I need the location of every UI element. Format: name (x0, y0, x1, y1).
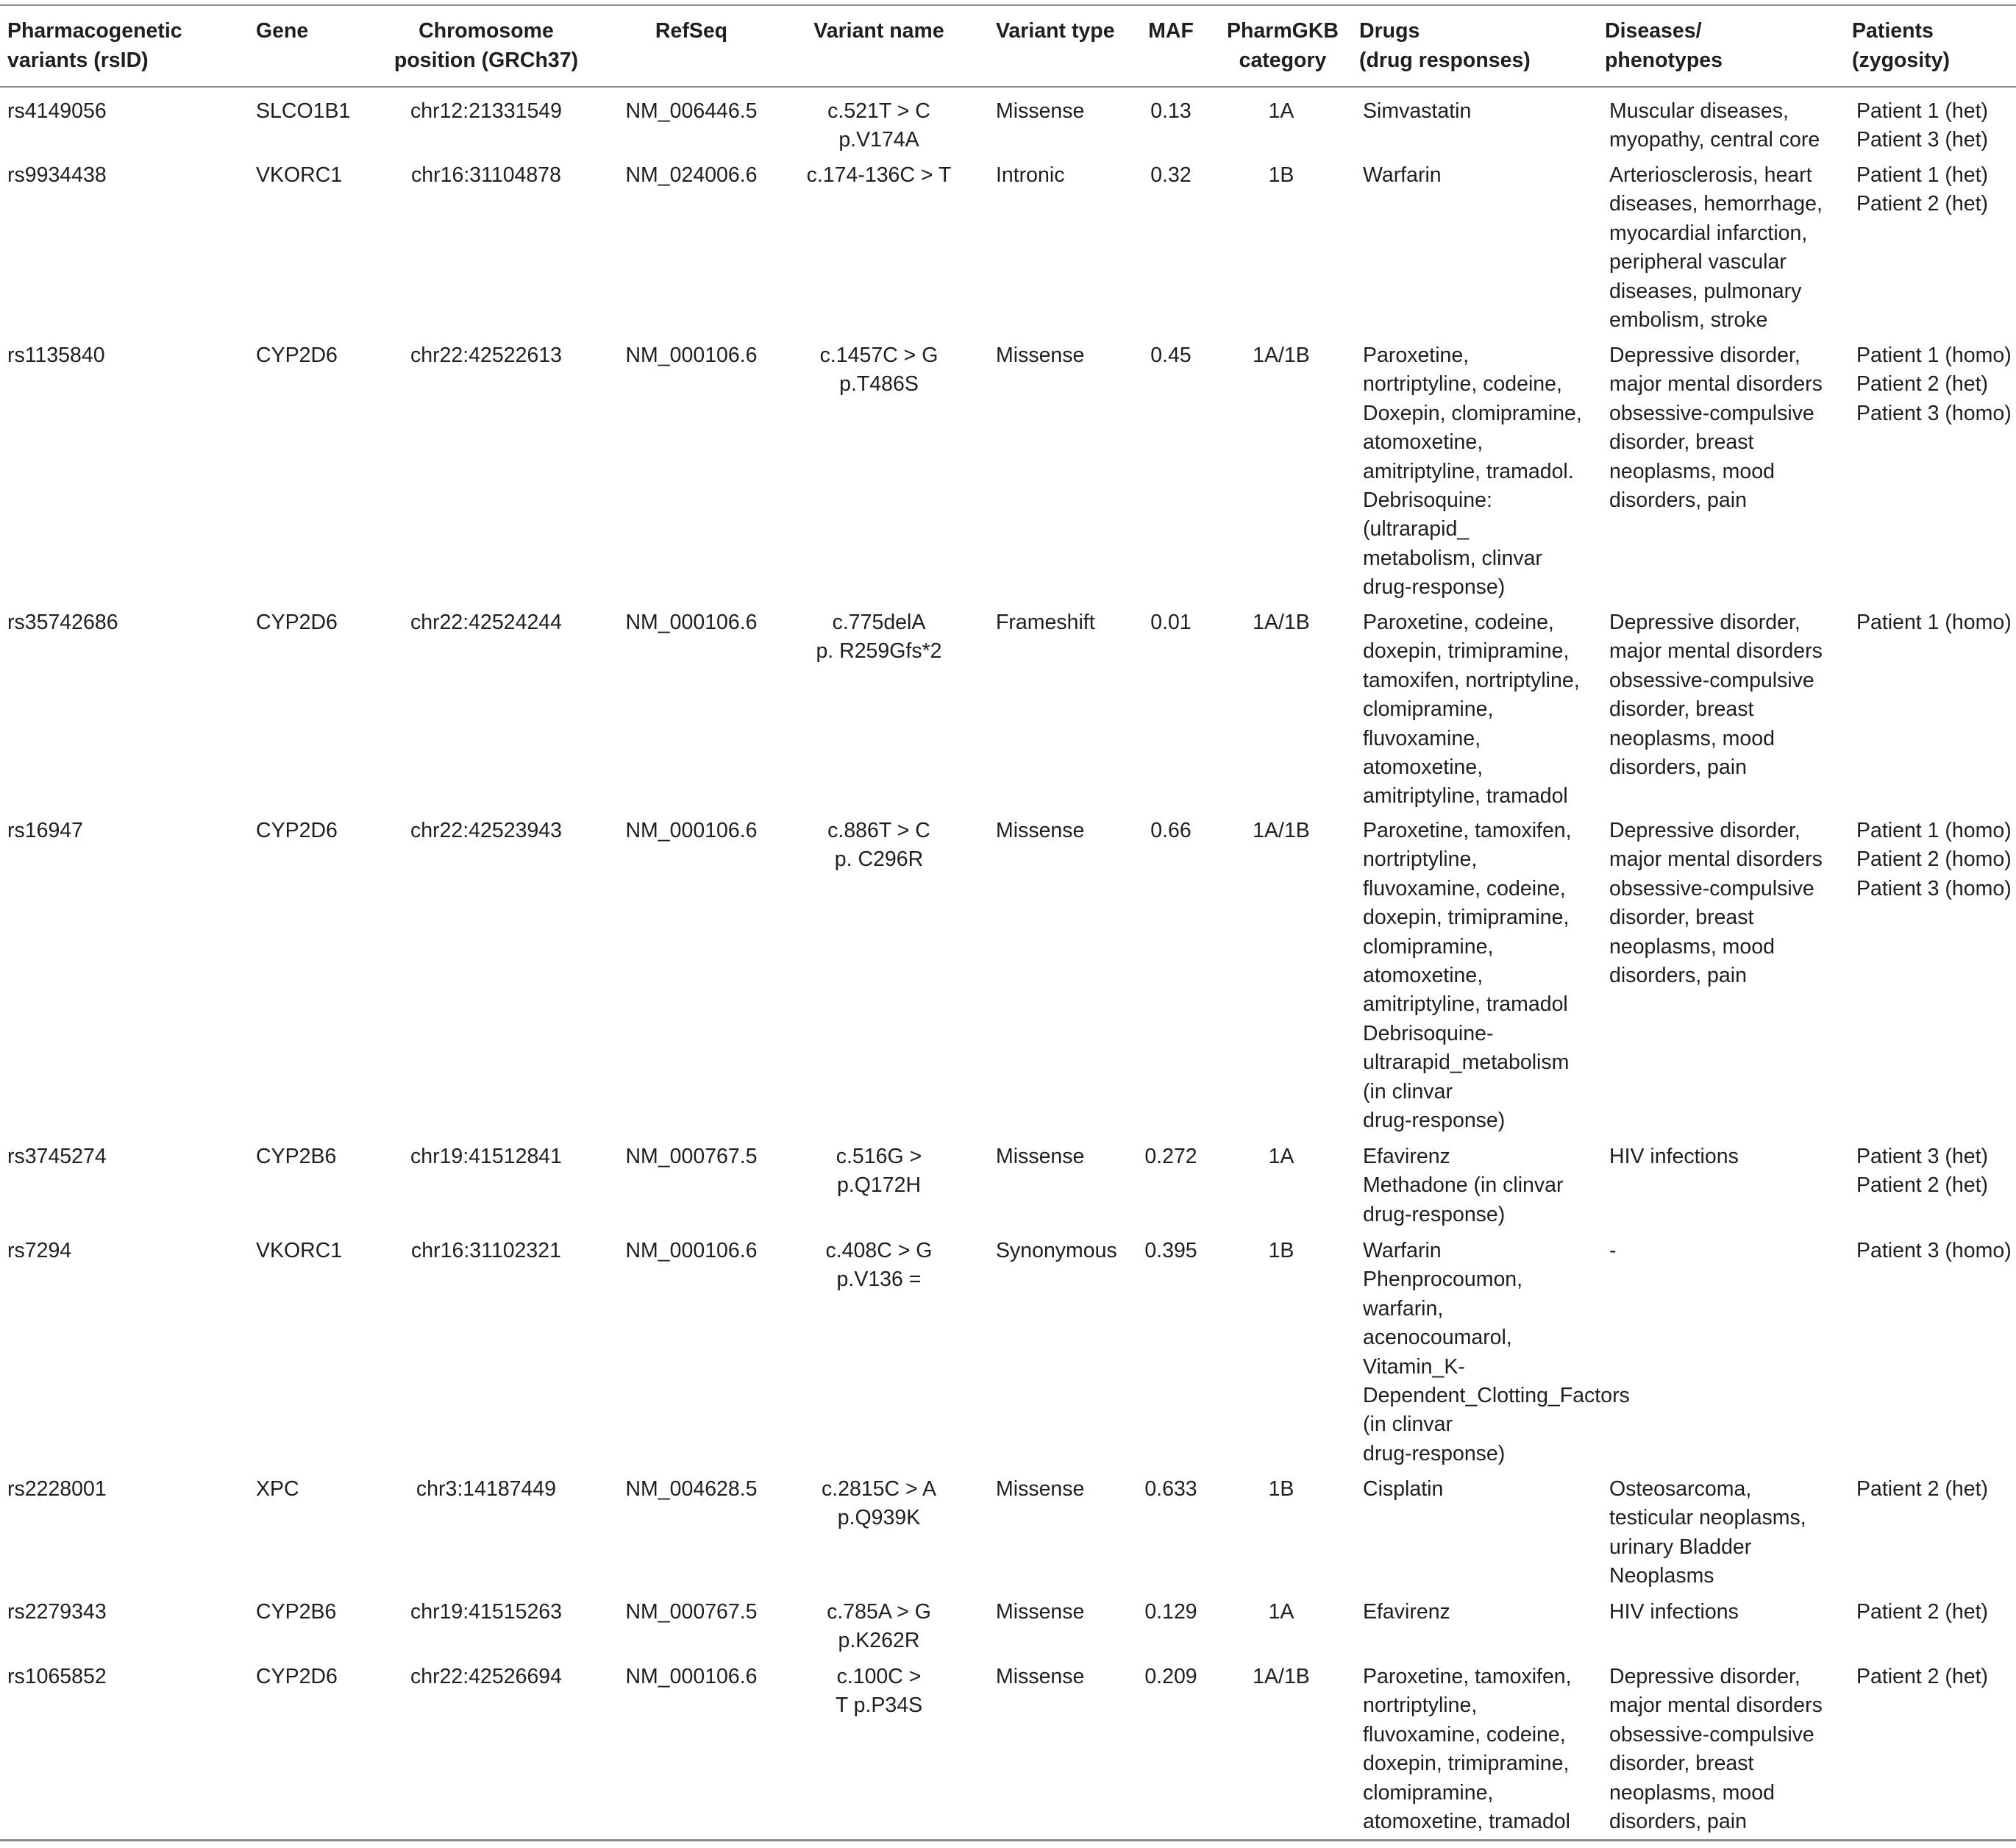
column-header-diseases: phenotypes (1605, 49, 1723, 72)
table-cell-diseases: obsessive-compulsive (1609, 668, 1814, 692)
table-cell-maf: 0.66 (1150, 819, 1192, 842)
table-cell-variant-name: p. C296R (834, 847, 924, 872)
table-cell-diseases: disorders, pain (1609, 964, 1747, 987)
table-cell-drugs: (in clinvar (1363, 1079, 1453, 1104)
table-cell-gene: CYP2D6 (256, 819, 338, 842)
table-cell-diseases: major mental disorders (1609, 847, 1823, 872)
table-cell-variant-name: p.Q172H (836, 1173, 922, 1198)
table-cell-diseases: disorders, pain (1609, 1810, 1747, 1833)
table-cell-diseases: Depressive disorder, (1609, 1665, 1800, 1688)
column-header-drugs: (drug responses) (1359, 49, 1531, 72)
table-cell-patients: Patient 1 (het) (1856, 99, 1989, 123)
table-cell-chromosome-position: chr22:42524244 (410, 611, 562, 634)
column-header-chromosome-position: Chromosome (418, 19, 554, 43)
table-cell-chromosome-position: chr22:42526694 (410, 1665, 562, 1688)
table-cell-diseases: disorder, breast (1609, 1752, 1754, 1776)
table-cell-refseq: NM_004628.5 (625, 1477, 758, 1501)
table-cell-drugs: Debrisoquine: (1363, 488, 1492, 512)
table-cell-variant-name: T p.P34S (835, 1694, 923, 1718)
table-cell-pharmgkb-category: 1A/1B (1253, 344, 1310, 367)
table-cell-drugs: fluvoxamine, (1363, 726, 1481, 750)
table-cell-drugs: drug-response) (1363, 575, 1506, 600)
table-cell-patients: Patient 2 (het) (1856, 372, 1989, 397)
table-cell-drugs: Paroxetine, (1363, 344, 1470, 367)
table-cell-variant-name: c.775delA (832, 611, 926, 634)
table-cell-rsid: rs16947 (7, 819, 83, 842)
table-cell-maf: 0.45 (1150, 344, 1192, 367)
table-cell-patients: Patient 2 (het) (1856, 1665, 1989, 1688)
table-cell-variant-type: Missense (996, 1145, 1085, 1168)
table-cell-drugs: clomipramine, (1363, 1780, 1494, 1805)
column-header-diseases: Diseases/ (1605, 19, 1702, 43)
table-cell-drugs: atomoxetine, (1363, 430, 1483, 455)
table-cell-drugs: drug-response) (1363, 1441, 1506, 1465)
table-cell-chromosome-position: chr3:14187449 (416, 1477, 557, 1501)
table-cell-rsid: rs4149056 (7, 99, 107, 123)
table-cell-chromosome-position: chr19:41515263 (410, 1600, 562, 1624)
table-cell-variant-type: Missense (996, 819, 1085, 842)
table-cell-refseq: NM_000106.6 (625, 611, 758, 634)
table-cell-chromosome-position: chr12:21331549 (410, 99, 562, 123)
column-header-patients: (zygosity) (1852, 49, 1951, 72)
table-cell-drugs: Efavirenz (1363, 1600, 1450, 1624)
table-cell-variant-name: c.1457C > G (819, 344, 938, 367)
table-cell-variant-name: c.408C > G (825, 1239, 933, 1262)
table-cell-drugs: ultrarapid_metabolism (1363, 1051, 1570, 1075)
table-cell-variant-type: Frameshift (996, 611, 1095, 634)
table-cell-diseases: obsessive-compulsive (1609, 1722, 1814, 1746)
table-cell-drugs: Efavirenz (1363, 1145, 1450, 1168)
table-cell-drugs: Warfarin (1363, 163, 1442, 187)
table-cell-diseases: disorders, pain (1609, 756, 1747, 779)
table-cell-diseases: peripheral vascular (1609, 250, 1787, 274)
table-cell-diseases: disorders, pain (1609, 488, 1747, 512)
table-cell-patients: Patient 3 (homo) (1856, 876, 2012, 900)
table-cell-rsid: rs1065852 (7, 1665, 107, 1688)
table-cell-pharmgkb-category: 1A (1268, 1600, 1294, 1624)
table-cell-pharmgkb-category: 1B (1268, 163, 1294, 187)
table-cell-variant-name: p.K262R (838, 1629, 920, 1653)
table-cell-diseases: obsessive-compulsive (1609, 401, 1814, 425)
table-cell-drugs: clomipramine, (1363, 934, 1494, 959)
table-cell-variant-name: p.T486S (839, 372, 919, 397)
table-cell-rsid: rs7294 (7, 1239, 72, 1262)
table-cell-drugs: Phenprocoumon, (1363, 1268, 1523, 1292)
table-cell-patients: Patient 2 (homo) (1856, 847, 2012, 872)
table-cell-diseases: urinary Bladder (1609, 1535, 1752, 1559)
column-header-patients: Patients (1852, 19, 1934, 43)
table-cell-drugs: Paroxetine, tamoxifen, (1363, 819, 1572, 842)
table-cell-diseases: disorder, breast (1609, 906, 1754, 930)
table-cell-patients: Patient 1 (homo) (1856, 819, 2012, 842)
table-cell-drugs: clomipramine, (1363, 697, 1494, 722)
table-cell-patients: Patient 1 (het) (1856, 163, 1989, 187)
column-header-pharmgkb-category: PharmGKB (1226, 19, 1339, 43)
table-cell-gene: CYP2B6 (256, 1145, 337, 1168)
table-cell-drugs: Debrisoquine- (1363, 1021, 1494, 1045)
table-cell-drugs: amitriptyline, tramadol. (1363, 459, 1574, 483)
table-cell-variant-name: c.100C > (836, 1665, 922, 1688)
table-cell-diseases: Depressive disorder, (1609, 611, 1800, 634)
table-cell-gene: VKORC1 (256, 163, 343, 187)
table-cell-gene: SLCO1B1 (256, 99, 351, 123)
table-cell-chromosome-position: chr22:42523943 (410, 819, 562, 842)
table-cell-variant-name: c.516G > (836, 1145, 922, 1168)
column-header-drugs: Drugs (1359, 19, 1420, 43)
table-cell-drugs: Paroxetine, tamoxifen, (1363, 1665, 1572, 1688)
column-header-variant-name: Variant name (813, 19, 944, 43)
column-header-pharmgkb-category: category (1239, 49, 1327, 72)
table-cell-drugs: Cisplatin (1363, 1477, 1444, 1501)
table-cell-patients: Patient 3 (het) (1856, 1145, 1989, 1168)
table-cell-drugs: acenocoumarol, (1363, 1326, 1512, 1350)
table-cell-diseases: neoplasms, mood (1609, 1780, 1775, 1805)
table-cell-diseases: embolism, stroke (1609, 308, 1768, 332)
table-cell-rsid: rs9934438 (7, 163, 107, 187)
table-cell-diseases: Osteosarcoma, (1609, 1477, 1752, 1501)
table-cell-maf: 0.633 (1144, 1477, 1197, 1501)
table-cell-patients: Patient 1 (homo) (1856, 611, 2012, 634)
table-cell-variant-name: c.886T > C (827, 819, 930, 842)
table-cell-maf: 0.209 (1144, 1665, 1197, 1688)
table-cell-drugs: Paroxetine, codeine, (1363, 611, 1554, 634)
table-cell-variant-name: p.Q939K (837, 1506, 921, 1530)
table-bottom-rule (0, 1839, 2016, 1841)
table-cell-variant-type: Missense (996, 344, 1085, 367)
table-cell-rsid: rs1135840 (7, 344, 105, 367)
table-cell-drugs: Dependent_Clotting_Factors (1363, 1384, 1630, 1407)
table-cell-variant-name: c.2815C > A (821, 1477, 937, 1501)
table-cell-drugs: atomoxetine, tramadol (1363, 1810, 1570, 1833)
table-cell-chromosome-position: chr16:31102321 (411, 1239, 561, 1262)
table-cell-diseases: HIV infections (1609, 1600, 1739, 1624)
table-cell-drugs: Methadone (in clinvar (1363, 1173, 1564, 1198)
table-cell-patients: Patient 3 (het) (1856, 128, 1989, 152)
table-cell-drugs: Doxepin, clomipramine, (1363, 401, 1582, 425)
table-cell-diseases: Neoplasms (1609, 1564, 1714, 1588)
table-cell-drugs: amitriptyline, tramadol (1363, 784, 1568, 808)
table-cell-gene: XPC (256, 1477, 299, 1501)
table-cell-variant-name: p.V174A (838, 128, 919, 152)
column-header-gene: Gene (256, 19, 309, 43)
table-cell-drugs: Vitamin_K- (1363, 1354, 1465, 1379)
table-cell-diseases: - (1609, 1239, 1617, 1262)
table-cell-drugs: atomoxetine, (1363, 756, 1483, 779)
table-cell-rsid: rs35742686 (7, 611, 118, 634)
table-cell-drugs: (ultrarapid_ (1363, 517, 1470, 541)
table-cell-patients: Patient 2 (het) (1856, 192, 1989, 216)
table-cell-diseases: major mental disorders (1609, 372, 1823, 397)
table-cell-variant-name: c.785A > G (827, 1600, 931, 1624)
table-cell-gene: CYP2D6 (256, 611, 338, 634)
table-cell-diseases: Arteriosclerosis, heart (1609, 163, 1812, 187)
table-cell-maf: 0.13 (1150, 99, 1192, 123)
table-cell-patients: Patient 2 (het) (1856, 1600, 1989, 1624)
table-cell-drugs: Simvastatin (1363, 99, 1472, 123)
table-cell-diseases: neoplasms, mood (1609, 934, 1775, 959)
table-cell-refseq: NM_000106.6 (625, 1239, 758, 1262)
table-cell-drugs: nortriptyline, (1363, 847, 1478, 872)
table-cell-drugs: fluvoxamine, codeine, (1363, 1722, 1566, 1746)
table-cell-drugs: amitriptyline, tramadol (1363, 992, 1568, 1017)
table-cell-drugs: doxepin, trimipramine, (1363, 639, 1570, 664)
table-cell-variant-type: Missense (996, 1600, 1085, 1624)
table-top-rule (0, 4, 2016, 6)
column-header-rsid: Pharmacogenetic (7, 19, 182, 43)
table-cell-patients: Patient 3 (homo) (1856, 1239, 2012, 1262)
table-cell-diseases: Depressive disorder, (1609, 344, 1800, 367)
table-cell-variant-type: Missense (996, 1665, 1085, 1688)
table-cell-refseq: NM_000106.6 (625, 344, 758, 367)
table-cell-variant-name: c.174-136C > T (806, 163, 952, 187)
column-header-variant-type: Variant type (996, 19, 1115, 43)
table-cell-pharmgkb-category: 1A/1B (1253, 1665, 1310, 1688)
column-header-chromosome-position: position (GRCh37) (393, 49, 579, 72)
table-cell-variant-type: Missense (996, 99, 1085, 123)
table-cell-drugs: drug-response) (1363, 1202, 1506, 1226)
table-cell-drugs: nortriptyline, codeine, (1363, 372, 1562, 397)
table-cell-diseases: myopathy, central core (1609, 128, 1820, 152)
table-cell-diseases: HIV infections (1609, 1145, 1739, 1168)
table-cell-diseases: disorder, breast (1609, 430, 1754, 455)
table-cell-pharmgkb-category: 1A/1B (1253, 611, 1310, 634)
table-cell-chromosome-position: chr22:42522613 (410, 344, 562, 367)
table-cell-diseases: neoplasms, mood (1609, 726, 1775, 750)
table-cell-diseases: major mental disorders (1609, 1694, 1823, 1718)
table-cell-variant-name: p.V136 = (836, 1268, 922, 1292)
table-cell-variant-name: p. R259Gfs*2 (816, 639, 942, 664)
table-cell-pharmgkb-category: 1B (1268, 1239, 1294, 1262)
table-cell-diseases: testicular neoplasms, (1609, 1506, 1806, 1530)
table-cell-rsid: rs3745274 (7, 1145, 107, 1168)
column-header-maf: MAF (1148, 19, 1194, 43)
table-cell-pharmgkb-category: 1B (1268, 1477, 1294, 1501)
table-cell-gene: VKORC1 (256, 1239, 343, 1262)
table-cell-patients: Patient 2 (het) (1856, 1477, 1989, 1501)
table-cell-diseases: major mental disorders (1609, 639, 1823, 664)
table-cell-drugs: doxepin, trimipramine, (1363, 906, 1570, 930)
table-cell-gene: CYP2D6 (256, 1665, 338, 1688)
table-cell-variant-name: c.521T > C (827, 99, 930, 123)
table-cell-drugs: warfarin, (1363, 1296, 1444, 1321)
table-cell-refseq: NM_006446.5 (625, 99, 758, 123)
table-cell-maf: 0.01 (1150, 611, 1192, 634)
table-cell-diseases: neoplasms, mood (1609, 459, 1775, 483)
table-cell-maf: 0.395 (1144, 1239, 1197, 1262)
table-cell-rsid: rs2279343 (7, 1600, 107, 1624)
table-cell-rsid: rs2228001 (7, 1477, 107, 1501)
table-cell-diseases: diseases, hemorrhage, (1609, 192, 1823, 216)
table-cell-diseases: Muscular diseases, (1609, 99, 1789, 123)
table-cell-refseq: NM_000106.6 (625, 819, 758, 842)
table-cell-maf: 0.129 (1144, 1600, 1197, 1624)
table-cell-refseq: NM_000106.6 (625, 1665, 758, 1688)
table-cell-variant-type: Intronic (996, 163, 1065, 187)
table-cell-diseases: Depressive disorder, (1609, 819, 1800, 842)
table-cell-drugs: (in clinvar (1363, 1412, 1453, 1437)
table-cell-drugs: atomoxetine, (1363, 964, 1483, 987)
table-cell-gene: CYP2B6 (256, 1600, 337, 1624)
table-cell-gene: CYP2D6 (256, 344, 338, 367)
table-cell-pharmgkb-category: 1A (1268, 99, 1294, 123)
header-bottom-rule (0, 86, 2016, 88)
table-cell-variant-type: Synonymous (996, 1239, 1117, 1262)
table-cell-diseases: diseases, pulmonary (1609, 279, 1802, 303)
table-cell-diseases: disorder, breast (1609, 697, 1754, 722)
column-header-refseq: RefSeq (655, 19, 728, 43)
table-cell-drugs: Warfarin (1363, 1239, 1442, 1262)
table-cell-refseq: NM_024006.6 (625, 163, 758, 187)
table-cell-diseases: obsessive-compulsive (1609, 876, 1814, 900)
table-cell-drugs: fluvoxamine, codeine, (1363, 876, 1566, 900)
table-cell-drugs: tamoxifen, nortriptyline, (1363, 668, 1580, 692)
table-cell-maf: 0.32 (1150, 163, 1192, 187)
table-cell-patients: Patient 3 (homo) (1856, 401, 2012, 425)
table-cell-chromosome-position: chr19:41512841 (410, 1145, 562, 1168)
table-cell-patients: Patient 2 (het) (1856, 1173, 1989, 1198)
table-cell-refseq: NM_000767.5 (625, 1145, 758, 1168)
table-cell-drugs: metabolism, clinvar (1363, 546, 1542, 570)
column-header-rsid: variants (rsID) (7, 49, 149, 72)
table-cell-patients: Patient 1 (homo) (1856, 344, 2012, 367)
table-cell-drugs: nortriptyline, (1363, 1694, 1478, 1718)
table-cell-pharmgkb-category: 1A/1B (1253, 819, 1310, 842)
table-cell-refseq: NM_000767.5 (625, 1600, 758, 1624)
table-cell-drugs: drug-response) (1363, 1109, 1506, 1132)
table-cell-chromosome-position: chr16:31104878 (411, 163, 561, 187)
table-cell-maf: 0.272 (1144, 1145, 1197, 1168)
table-cell-pharmgkb-category: 1A (1268, 1145, 1294, 1168)
table-cell-drugs: doxepin, trimipramine, (1363, 1752, 1570, 1776)
table-cell-variant-type: Missense (996, 1477, 1085, 1501)
table-cell-diseases: myocardial infarction, (1609, 221, 1808, 245)
